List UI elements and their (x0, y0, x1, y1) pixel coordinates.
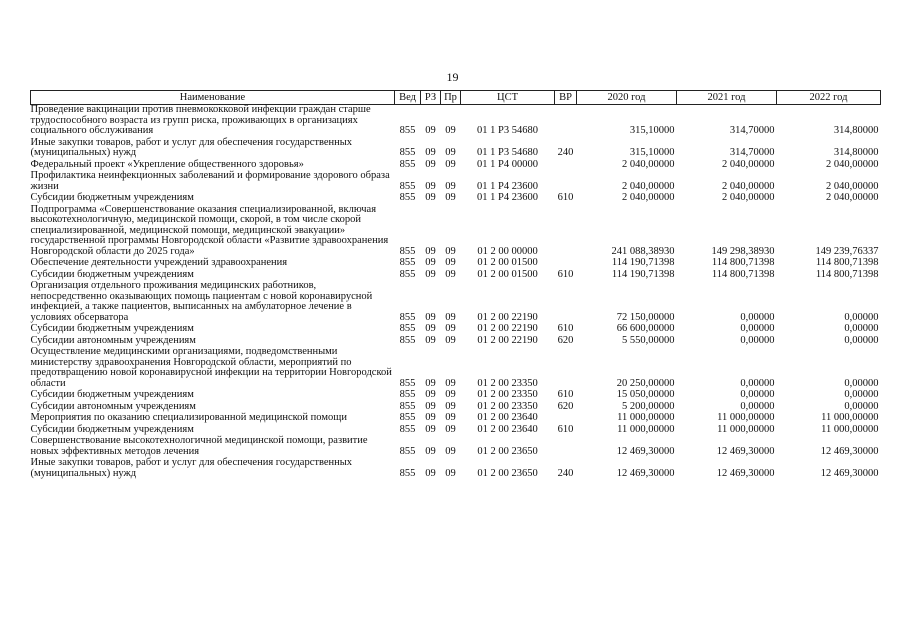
row-ved: 855 (399, 400, 416, 412)
table-row (31, 171, 881, 193)
row-ved: 855 (399, 268, 416, 280)
row-amount-2020: 72 150,00000 (616, 311, 675, 323)
row-amount-2020: 5 200,00000 (622, 400, 675, 412)
table-row (31, 258, 881, 270)
row-pr: 09 (445, 268, 456, 280)
row-vr (555, 436, 577, 458)
row-name: Иные закупки товаров, работ и услуг для обеспечения государственных (муниципальных) нужд (30, 136, 353, 158)
row-pr: 09 (445, 125, 456, 136)
row-amount-2022: 0,00000 (844, 389, 879, 400)
row-amount-2021: 0,00000 (740, 311, 775, 323)
row-amount-2021: 12 469,30000 (716, 467, 775, 479)
row-amount-2021: 0,00000 (740, 389, 775, 400)
row-rz: 09 (425, 180, 436, 192)
row-vr: 240 (557, 147, 574, 158)
row-ved: 855 (399, 467, 416, 479)
row-amount-2020: 241 088,38930 (611, 245, 675, 257)
row-rz: 09 (425, 334, 436, 346)
row-amount-2022: 0,00000 (844, 334, 879, 346)
row-rz: 09 (425, 423, 436, 435)
row-cst: 01 2 00 23350 (477, 377, 538, 389)
row-name: Субсидии бюджетным учреждениям (30, 268, 194, 280)
row-vr (555, 347, 577, 390)
row-amount-2021: 11 000,00000 (717, 423, 775, 435)
table-row (31, 281, 881, 324)
row-ved: 855 (399, 311, 416, 323)
budget-table (30, 90, 881, 480)
row-amount-2020: 315,10000 (629, 125, 675, 136)
row-ved: 855 (399, 158, 416, 170)
col-header-pr: Пр (441, 91, 461, 105)
row-amount-2022: 12 469,30000 (820, 445, 879, 457)
row-pr: 09 (445, 323, 456, 334)
table-row (31, 436, 881, 458)
row-amount-2021: 314,70000 (729, 125, 775, 136)
row-vr: 620 (557, 400, 574, 412)
row-rz: 09 (425, 467, 436, 479)
row-rz: 09 (425, 245, 436, 257)
row-pr: 09 (445, 412, 456, 423)
row-amount-2020: 15 050,00000 (616, 389, 675, 400)
row-amount-2022: 314,80000 (833, 125, 879, 136)
row-amount-2022: 12 469,30000 (820, 467, 879, 479)
row-vr: 610 (557, 389, 574, 400)
row-pr: 09 (445, 423, 456, 435)
row-pr: 09 (445, 257, 456, 268)
row-name: Обеспечение деятельности учреждений здравоохранения (30, 257, 288, 268)
row-amount-2020: 114 190,71398 (611, 268, 675, 280)
table-row (31, 193, 881, 205)
col-header-name: Наименование (31, 91, 395, 105)
row-amount-2022: 314,80000 (833, 147, 879, 158)
row-vr (555, 160, 577, 172)
row-rz: 09 (425, 192, 436, 203)
row-vr (555, 205, 577, 259)
row-amount-2020: 5 550,00000 (622, 334, 675, 346)
row-vr: 610 (557, 192, 574, 203)
row-amount-2020: 12 469,30000 (616, 467, 675, 479)
row-cst: 01 2 00 23350 (477, 400, 538, 412)
col-header-cst: ЦСТ (461, 91, 555, 105)
row-amount-2022: 149 239,76337 (815, 245, 879, 257)
row-ved: 855 (399, 445, 416, 457)
row-ved: 855 (399, 192, 416, 203)
row-rz: 09 (425, 323, 436, 334)
row-amount-2022: 11 000,00000 (821, 412, 879, 423)
row-amount-2021: 11 000,00000 (717, 412, 775, 423)
row-ved: 855 (399, 323, 416, 334)
row-amount-2022: 2 040,00000 (826, 192, 879, 203)
row-amount-2020: 2 040,00000 (622, 158, 675, 170)
row-amount-2021: 2 040,00000 (722, 192, 775, 203)
row-pr: 09 (445, 334, 456, 346)
row-name: Субсидии автономным учреждениям (30, 400, 196, 412)
col-header-ved: Вед (395, 91, 421, 105)
row-vr (555, 413, 577, 425)
row-rz: 09 (425, 125, 436, 136)
row-amount-2021: 2 040,00000 (722, 158, 775, 170)
row-vr (555, 258, 577, 270)
table-row (31, 205, 881, 259)
row-pr: 09 (445, 245, 456, 257)
row-amount-2021: 149 298,38930 (711, 245, 775, 257)
table-row (31, 105, 881, 138)
row-amount-2022: 0,00000 (844, 400, 879, 412)
col-header-2021: 2021 год (677, 91, 777, 105)
row-name: Организация отдельного проживания медицинских работников, непосредственно оказывающих помощь пациентам с новой коронавирусной инфекцией, а также пациентов, выписанных на амбулаторное лечение в условиях обсерватора (30, 280, 373, 323)
row-ved: 855 (399, 245, 416, 257)
row-cst: 01 2 00 22190 (477, 311, 538, 323)
row-amount-2021: 0,00000 (740, 377, 775, 389)
row-name: Субсидии автономным учреждениям (30, 334, 196, 346)
row-vr: 240 (557, 467, 574, 479)
row-cst: 01 1 Р4 23600 (477, 180, 538, 192)
row-name: Мероприятия по оказанию специализированной медицинской помощи (30, 412, 347, 423)
row-rz: 09 (425, 400, 436, 412)
row-amount-2020: 315,10000 (629, 147, 675, 158)
row-amount-2021: 0,00000 (740, 334, 775, 346)
row-name: Осуществление медицинскими организациями, подведомственными министерству здравоохранения Новгородской области, мероприятий по предотвращению новой коронавирусной инфекции на территории Новгородской области (30, 346, 392, 389)
row-amount-2022: 2 040,00000 (826, 180, 879, 192)
row-amount-2020: 12 469,30000 (616, 445, 675, 457)
row-cst: 01 2 00 00000 (477, 245, 538, 257)
row-pr: 09 (445, 192, 456, 203)
row-cst: 01 2 00 23640 (477, 412, 538, 423)
row-cst: 01 2 00 23650 (477, 445, 538, 457)
row-rz: 09 (425, 389, 436, 400)
row-name: Субсидии бюджетным учреждениям (30, 323, 194, 334)
row-cst: 01 1 Р4 00000 (477, 158, 538, 170)
row-name: Иные закупки товаров, работ и услуг для обеспечения государственных (муниципальных) нужд (30, 457, 353, 479)
row-cst: 01 2 00 22190 (477, 323, 538, 334)
row-name: Профилактика неинфекционных заболеваний и формирование здорового образа жизни (30, 170, 390, 192)
row-vr (555, 281, 577, 324)
row-ved: 855 (399, 257, 416, 268)
row-amount-2021: 114 800,71398 (711, 268, 775, 280)
row-rz: 09 (425, 311, 436, 323)
row-pr: 09 (445, 180, 456, 192)
col-header-vr: ВР (555, 91, 577, 105)
row-name: Субсидии бюджетным учреждениям (30, 423, 194, 435)
row-vr: 610 (557, 268, 574, 280)
table-row (31, 390, 881, 402)
row-ved: 855 (399, 377, 416, 389)
row-vr (555, 105, 577, 138)
row-ved: 855 (399, 423, 416, 435)
row-amount-2022: 114 800,71398 (815, 268, 879, 280)
row-rz: 09 (425, 377, 436, 389)
row-amount-2020: 20 250,00000 (616, 377, 675, 389)
row-rz: 09 (425, 257, 436, 268)
row-cst: 01 2 00 22190 (477, 334, 538, 346)
row-ved: 855 (399, 125, 416, 136)
row-pr: 09 (445, 377, 456, 389)
row-amount-2022: 2 040,00000 (826, 158, 879, 170)
row-amount-2021: 0,00000 (740, 400, 775, 412)
row-pr: 09 (445, 467, 456, 479)
row-cst: 01 2 00 01500 (477, 257, 538, 268)
header-row (31, 91, 881, 105)
row-cst: 01 1 Р3 54680 (477, 125, 538, 136)
row-ved: 855 (399, 334, 416, 346)
row-vr: 610 (557, 423, 574, 435)
row-pr: 09 (445, 400, 456, 412)
row-amount-2021: 114 800,71398 (711, 257, 775, 268)
table-row (31, 324, 881, 336)
col-header-2020: 2020 год (577, 91, 677, 105)
row-pr: 09 (445, 147, 456, 158)
row-cst: 01 2 00 23350 (477, 389, 538, 400)
col-header-rz: РЗ (421, 91, 441, 105)
row-amount-2020: 2 040,00000 (622, 180, 675, 192)
table-body (31, 105, 881, 481)
row-ved: 855 (399, 389, 416, 400)
row-cst: 01 1 Р4 23600 (477, 192, 538, 203)
row-cst: 01 1 Р3 54680 (477, 147, 538, 158)
row-rz: 09 (425, 268, 436, 280)
row-vr: 610 (557, 323, 574, 334)
row-amount-2021: 0,00000 (740, 323, 775, 334)
page-number: 19 (446, 70, 459, 84)
row-amount-2020: 66 600,00000 (616, 323, 675, 334)
row-amount-2020: 11 000,00000 (617, 412, 675, 423)
row-ved: 855 (399, 147, 416, 158)
row-ved: 855 (399, 180, 416, 192)
row-amount-2022: 0,00000 (844, 311, 879, 323)
row-amount-2021: 2 040,00000 (722, 180, 775, 192)
row-vr (555, 171, 577, 193)
row-ved: 855 (399, 412, 416, 423)
row-name: Субсидии бюджетным учреждениям (30, 389, 194, 400)
table-row (31, 458, 881, 480)
row-pr: 09 (445, 389, 456, 400)
row-amount-2020: 11 000,00000 (617, 423, 675, 435)
row-pr: 09 (445, 158, 456, 170)
row-amount-2022: 0,00000 (844, 323, 879, 334)
row-name: Субсидии бюджетным учреждениям (30, 192, 194, 203)
row-cst: 01 2 00 23640 (477, 423, 538, 435)
table-row (31, 138, 881, 160)
row-rz: 09 (425, 412, 436, 423)
row-amount-2020: 114 190,71398 (611, 257, 675, 268)
row-rz: 09 (425, 147, 436, 158)
row-cst: 01 2 00 23650 (477, 467, 538, 479)
col-header-2022: 2022 год (777, 91, 881, 105)
row-pr: 09 (445, 311, 456, 323)
row-amount-2021: 314,70000 (729, 147, 775, 158)
row-amount-2022: 114 800,71398 (815, 257, 879, 268)
row-amount-2021: 12 469,30000 (716, 445, 775, 457)
row-name: Федеральный проект «Укрепление общественного здоровья» (30, 158, 304, 170)
row-amount-2020: 2 040,00000 (622, 192, 675, 203)
row-name: Проведение вакцинации против пневмококковой инфекции граждан старше трудоспособного возраста из групп риска, проживающих в организациях социального обслуживания (30, 104, 371, 136)
row-pr: 09 (445, 445, 456, 457)
row-name: Подпрограмма «Совершенствование оказания специализированной, включая высокотехнологичную, медицинской помощи, скорой, в том числе скорой специализированной, медицинской помощи, медицинской эвакуации» государственной программы Новгородской области «Развитие здравоохранения Новгородской области до 2025 года» (30, 203, 389, 257)
row-rz: 09 (425, 445, 436, 457)
row-cst: 01 2 00 01500 (477, 268, 538, 280)
row-amount-2022: 0,00000 (844, 377, 879, 389)
table-row (31, 413, 881, 425)
row-name: Совершенствование высокотехнологичной медицинской помощи, развитие новых эффективных методов лечения (30, 435, 368, 457)
table-row (31, 347, 881, 390)
row-vr: 620 (557, 334, 574, 346)
row-rz: 09 (425, 158, 436, 170)
row-amount-2022: 11 000,00000 (821, 423, 879, 435)
